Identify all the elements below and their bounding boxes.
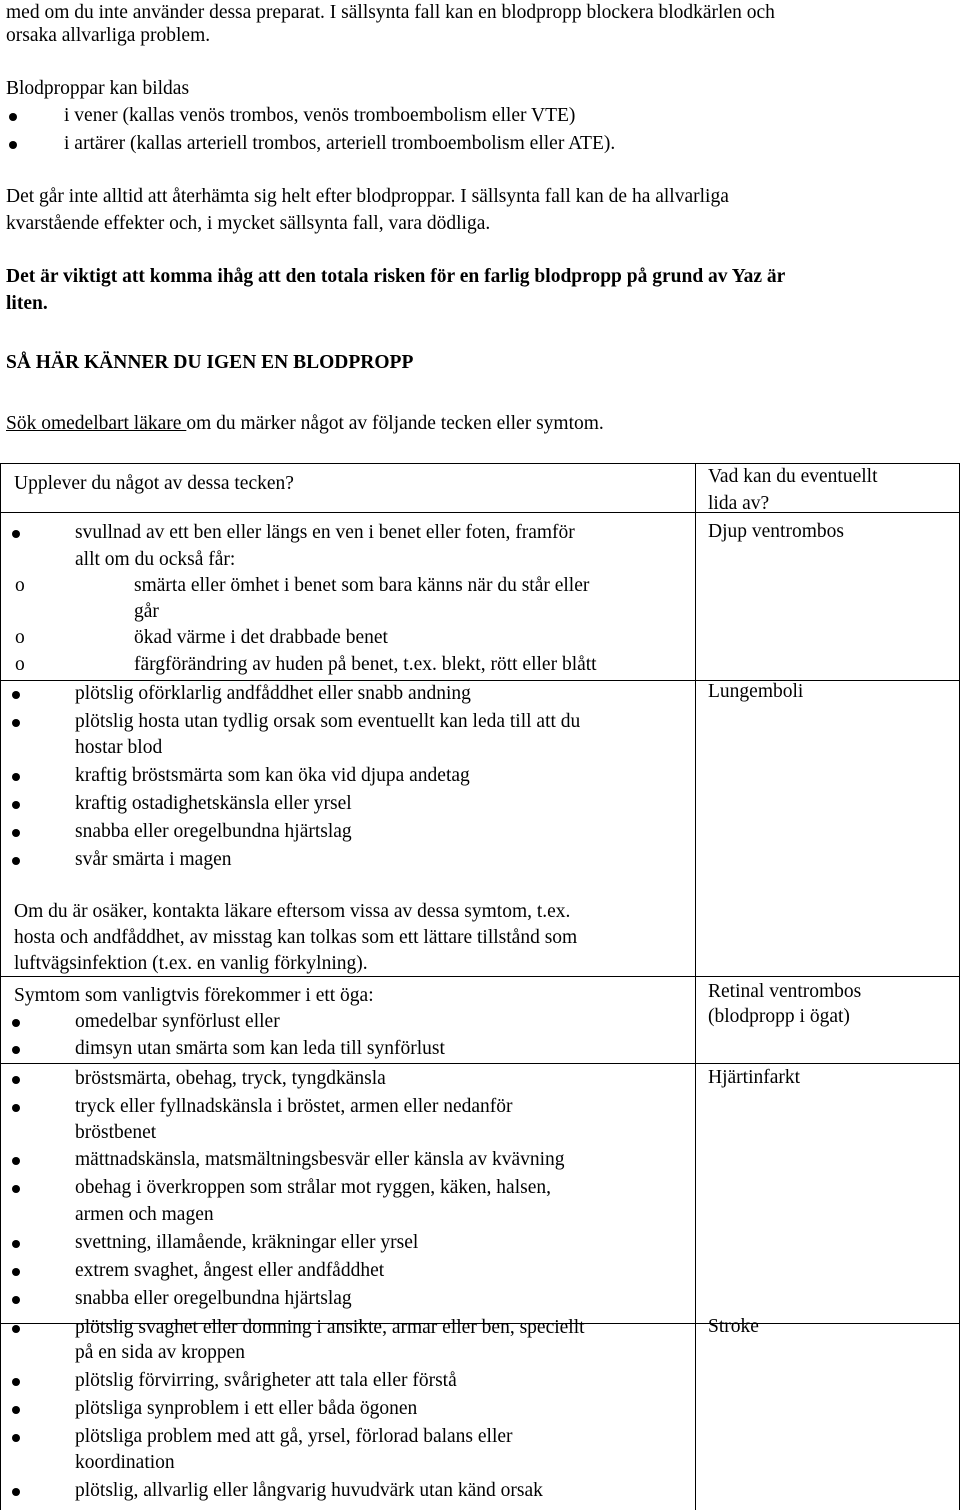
bullet-dot-icon: [12, 1406, 20, 1414]
bullet-dot-icon: [12, 1488, 20, 1496]
pe-note-line-1: Om du är osäker, kontakta läkare eftersom vissa av dessa symtom, t.ex.: [14, 901, 571, 922]
table-border-left: [0, 463, 1, 1510]
bullet-dot-icon: [12, 829, 20, 837]
bullet-dot-icon: [12, 719, 20, 727]
bullet-dot-icon: [12, 1325, 20, 1333]
seek-doctor-underlined: Sök omedelbart läkare: [6, 413, 187, 434]
bullet-dot-icon: [9, 141, 17, 149]
important-line-2: liten.: [6, 293, 48, 314]
table-header-condition-line-2: lida av?: [708, 493, 770, 514]
bullet-dot-icon: [12, 1019, 20, 1027]
condition-pe: Lungemboli: [708, 681, 804, 702]
bullet-dot-icon: [12, 1296, 20, 1304]
intro-line-1: med om du inte använder dessa preparat. I sällsynta fall kan en blodpropp blockera blodkärlen och: [6, 2, 775, 23]
seek-doctor-rest: om du märker något av följande tecken eller symtom.: [186, 413, 604, 434]
stroke-bullet-cont: koordination: [75, 1452, 175, 1473]
important-line-1: Det är viktigt att komma ihåg att den totala risken för en farlig blodpropp på grund av Yaz är: [6, 266, 786, 287]
bullet-dot-icon: [12, 1378, 20, 1386]
condition-stroke: Stroke: [708, 1316, 759, 1337]
sub-bullet-marker: o: [15, 627, 25, 648]
condition-mi: Hjärtinfarkt: [708, 1067, 801, 1088]
condition-rvt-line-1: Retinal ventrombos: [708, 981, 862, 1002]
mi-bullet-cont: armen och magen: [75, 1204, 214, 1225]
dvt-bullet-cont: allt om du också får:: [75, 549, 236, 570]
table-row-divider: [0, 512, 960, 513]
sub-bullet-marker: o: [15, 575, 25, 596]
bullet-dot-icon: [12, 801, 20, 809]
bullet-dot-icon: [12, 857, 20, 865]
bullet-dot-icon: [12, 1046, 20, 1054]
table-row-divider: [0, 1063, 960, 1064]
recovery-line-1: Det går inte alltid att återhämta sig helt efter blodproppar. I sällsynta fall kan de ha allvarliga: [6, 186, 729, 207]
clots-form-line: Blodproppar kan bildas: [6, 78, 190, 99]
bullet-dot-icon: [12, 1434, 20, 1442]
pe-bullet-cont: hostar blod: [75, 737, 163, 758]
bullet-dot-icon: [12, 1157, 20, 1165]
seek-doctor-line: [6, 411, 951, 437]
mi-bullet-cont: bröstbenet: [75, 1122, 157, 1143]
bullet-dot-icon: [12, 1076, 20, 1084]
table-column-divider: [695, 463, 696, 1510]
pe-note-line-2: hosta och andfåddhet, av misstag kan tolkas som ett lättare tillstånd som: [14, 927, 578, 948]
condition-rvt-line-2: (blodpropp i ögat): [708, 1006, 850, 1027]
dvt-sub-item-cont: går: [134, 601, 159, 622]
sub-bullet-marker: o: [15, 654, 25, 675]
section-heading: SÅ HÄR KÄNNER DU IGEN EN BLODPROPP: [6, 352, 414, 373]
table-header-signs: Upplever du något av dessa tecken?: [14, 473, 294, 494]
bullet-dot-icon: [12, 1268, 20, 1276]
bullet-dot-icon: [12, 1185, 20, 1193]
pe-note-line-3: luftvägsinfektion (t.ex. en vanlig förkylning).: [14, 953, 368, 974]
stroke-bullet-cont: på en sida av kroppen: [75, 1342, 246, 1363]
table-header-condition-line-1: Vad kan du eventuellt: [708, 466, 878, 487]
bullet-dot-icon: [12, 1104, 20, 1112]
bullet-dot-icon: [12, 1240, 20, 1248]
rvt-intro: Symtom som vanligtvis förekommer i ett öga:: [14, 985, 374, 1006]
bullet-dot-icon: [12, 691, 20, 699]
condition-dvt: Djup ventrombos: [708, 521, 844, 542]
bullet-dot-icon: [9, 113, 17, 121]
document-page: med om du inte använder dessa preparat. I sällsynta fall kan en blodpropp blockera blodkärlen och orsaka allvarliga problem. Blodproppar kan bildas i vener (kallas venös trombos, venös tromboembolism eller VTE) i artärer (kallas arteriell trombos, arteriell tromboembolism eller ATE). Det går inte alltid att återhämta sig helt efter blodproppar. I sällsynta fall kan de ha allvarliga kvarstående effekter och, i mycket sällsynta fall, vara dödliga. Det är viktigt att komma ihåg att den totala risken för en farlig blodpropp på grund av Yaz är liten. SÅ HÄR KÄNNER DU IGEN EN BLODPROPP Sök omedelbart läkare om du märker något av följande tecken eller symtom. Upplever du något av dessa tecken? Vad kan du eventuellt lida av? Djup ventrombos svullnad av ett ben eller längs en ven i benet eller foten, framför allt om du också får: o smärta eller ömhet i benet som bara känns när du står eller går o ökad värme i det drabbade benet o färgförändring av huden på benet, t.ex. blekt, rött eller blått Lungemboli plötslig oförklarlig andfåddhet eller snabb andning plötslig hosta utan tydlig orsak som eventuellt kan leda till att du hostar blod kraftig bröstsmärta som kan öka vid djupa andetag kraftig ostadighetskänsla eller yrsel snabba eller oregelbundna hjärtslag svår smärta i magen Om du är osäker, kontakta läkare eftersom vissa av dessa symtom, t.ex. hosta och andfåddhet, av misstag kan tolkas som ett lättare tillstånd som luftvägsinfektion (t.ex. en vanlig förkylning). Retinal ventrombos (blodpropp i ögat) Symtom som vanligtvis förekommer i ett öga: omedelbar synförlust eller dimsyn utan smärta som kan leda till synförlust Hjärtinfarkt bröstsmärta, obehag, tryck, tyngdkänsla tryck eller fyllnadskänsla i bröstet, armen eller nedanför bröstbenet mättnadskänsla, matsmältningsbesvär eller känsla av kvävning obehag i överkroppen som strålar mot ryggen, käken, halsen, armen och magen svettning, illamående, kräkningar eller yrsel extrem svaghet, ångest eller andfåddhet snabba eller oregelbundna hjärtslag Stroke plötslig svaghet eller domning i ansikte, armar eller ben, speciellt på en sida av kroppen plötslig förvirring, svårigheter att tala eller förstå plötsliga synproblem i ett eller båda ögonen plötsliga problem med att gå, yrsel, förlorad balans eller koordination plötslig, allvarlig eller långvarig huvudvärk utan känd orsak: [0, 0, 960, 1510]
bullet-dot-icon: [12, 530, 20, 538]
symptom-table: Upplever du något av dessa tecken? Vad kan du eventuellt lida av? Djup ventrombos svullnad av ett ben eller längs en ven i benet eller foten, framför allt om du också får: o smärta eller ömhet i benet som bara känns när du står eller går o ökad värme i det drabbade benet o färgförändring av huden på benet, t.ex. blekt, rött eller blått Lungemboli plötslig oförklarlig andfåddhet eller snabb andning plötslig hosta utan tydlig orsak som eventuellt kan leda till att du hostar blod kraftig bröstsmärta som kan öka vid djupa andetag kraftig ostadighetskänsla eller yrsel snabba eller oregelbundna hjärtslag svår smärta i magen Om du är osäker, kontakta läkare eftersom vissa av dessa symtom, t.ex. hosta och andfåddhet, av misstag kan tolkas som ett lättare tillstånd som luftvägsinfektion (t.ex. en vanlig förkylning). Retinal ventrombos (blodpropp i ögat) Symtom som vanligtvis förekommer i ett öga: omedelbar synförlust eller dimsyn utan smärta som kan leda till synförlust Hjärtinfarkt bröstsmärta, obehag, tryck, tyngdkänsla tryck eller fyllnadskänsla i bröstet, armen eller nedanför bröstbenet mättnadskänsla, matsmältningsbesvär eller känsla av kvävning obehag i överkroppen som strålar mot ryggen, käken, halsen, armen och magen svettning, illamående, kräkningar eller yrsel extrem svaghet, ångest eller andfåddhet snabba eller oregelbundna hjärtslag Stroke plötslig svaghet eller domning i ansikte, armar eller ben, speciellt på en sida av kroppen plötslig förvirring, svårigheter att tala eller förstå plötsliga synproblem i ett eller båda ögonen plötsliga problem med att gå, yrsel, förlorad balans eller koordination plötslig, allvarlig eller långvarig huvudvärk utan känd orsak: [0, 463, 960, 1510]
intro-line-2: orsaka allvarliga problem.: [6, 25, 211, 46]
bullet-dot-icon: [12, 773, 20, 781]
recovery-line-2: kvarstående effekter och, i mycket sällsynta fall, vara dödliga.: [6, 213, 491, 234]
